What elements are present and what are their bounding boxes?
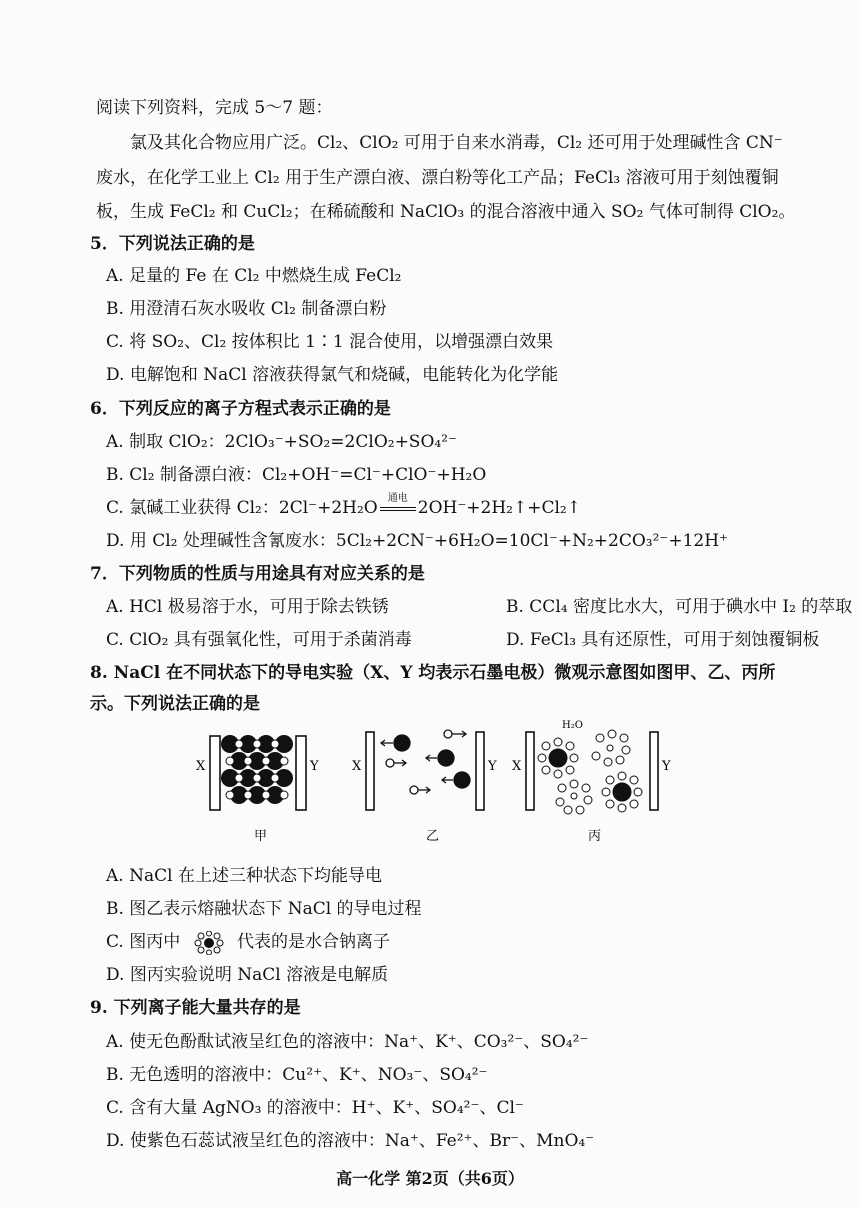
electrode-y (650, 732, 658, 810)
electrode-x-label: X (196, 759, 206, 774)
electrode-y-label: Y (310, 759, 319, 774)
q6-c-left: C. 氯碱工业获得 Cl₂：2Cl⁻+2H₂O (106, 498, 378, 518)
hydrated-ion (602, 772, 642, 812)
q7-stem: 7．下列物质的性质与用途具有对应关系的是 (90, 564, 425, 584)
q7-option-c: C. ClO₂ 具有强氧化性，可用于杀菌消毒 (106, 630, 412, 650)
electrode-y (476, 732, 484, 810)
hydrated-ion (556, 780, 592, 814)
q9-stem: 9. 下列离子能大量共存的是 (90, 998, 301, 1018)
electrode-x-label: X (352, 759, 362, 774)
q8-option-d: D. 图丙实验说明 NaCl 溶液是电解质 (106, 965, 389, 985)
q7-row-2 (106, 628, 820, 652)
electrode-y (296, 736, 306, 810)
caption-jia: 甲 (254, 829, 268, 844)
hydrated-ion (592, 730, 630, 766)
electrode-y-label: Y (488, 759, 497, 774)
electrode-y-label: Y (662, 759, 671, 774)
q6-option-b: B. Cl₂ 制备漂白液：Cl₂+OH⁻=Cl⁻+ClO⁻+H₂O (106, 465, 487, 485)
q9-option-b: B. 无色透明的溶液中：Cu²⁺、K⁺、NO₃⁻、SO₄²⁻ (106, 1065, 488, 1085)
figure-jia (196, 735, 319, 844)
q6-stem: 6．下列反应的离子方程式表示正确的是 (90, 399, 391, 419)
q8-c-pre: C. 图丙中 (106, 932, 181, 952)
figure-yi (352, 730, 497, 844)
condition-label: 通电 (387, 493, 408, 504)
q8-c-post: 代表的是水合钠离子 (237, 932, 391, 952)
q9-option-c: C. 含有大量 AgNO₃ 的溶液中：H⁺、K⁺、SO₄²⁻、Cl⁻ (106, 1098, 524, 1118)
q5-option-d: D. 电解饱和 NaCl 溶液获得氯气和烧碱，电能转化为化学能 (106, 365, 559, 385)
q8-stem-1: 8. NaCl 在不同状态下的导电实验（X、Y 均表示石墨电极）微观示意图如图甲、乙、丙所 (90, 663, 776, 683)
electrode-x (526, 732, 534, 810)
hydrated-ion (538, 738, 578, 778)
q8-option-c (106, 930, 390, 955)
intro-line-2: 废水，在化学工业上 Cl₂ 用于生产漂白液、漂白粉等化工产品；FeCl₃ 溶液可用于刻蚀覆铜 (96, 168, 779, 188)
hydrated-ion-icon (192, 931, 226, 955)
q7-option-b: B. CCl₄ 密度比水大，可用于碘水中 I₂ 的萃取 (506, 597, 853, 617)
figure-bing (512, 720, 671, 844)
nacl-crystal-lattice (221, 735, 293, 804)
q5-stem: 5．下列说法正确的是 (90, 234, 255, 254)
q5-option-a: A. 足量的 Fe 在 Cl₂ 中燃烧生成 FeCl₂ (106, 266, 402, 286)
q7-option-d: D. FeCl₃ 具有还原性，可用于刻蚀覆铜板 (506, 630, 820, 650)
water-label: H₂O (562, 720, 583, 731)
electrode-x (366, 732, 374, 810)
q6-c-right: 2OH⁻+2H₂↑+Cl₂↑ (417, 498, 581, 518)
q9-option-d: D. 使紫色石蕊试液呈红色的溶液中：Na⁺、Fe²⁺、Br⁻、MnO₄⁻ (106, 1131, 595, 1151)
q6-option-d: D. 用 Cl₂ 处理碱性含氰废水：5Cl₂+2CN⁻+6H₂O=10Cl⁻+N₂+2CO₃²⁻+12H⁺ (106, 531, 729, 551)
page-footer: 高一化学 第2页（共6页） (336, 1169, 524, 1188)
q8-stem-2: 示。下列说法正确的是 (90, 694, 260, 714)
q5-option-b: B. 用澄清石灰水吸收 Cl₂ 制备漂白粉 (106, 299, 387, 319)
intro-heading: 阅读下列资料，完成 5～7 题： (96, 98, 333, 118)
equals-arrow (380, 507, 416, 511)
q7-option-a: A. HCl 极易溶于水，可用于除去铁锈 (106, 597, 389, 617)
q6-option-c (106, 493, 581, 520)
electrode-x (210, 736, 220, 810)
q5-option-c: C. 将 SO₂、Cl₂ 按体积比 1∶1 混合使用，以增强漂白效果 (106, 332, 554, 352)
q8-option-b: B. 图乙表示熔融状态下 NaCl 的导电过程 (106, 899, 422, 919)
reaction-condition-arrow (378, 493, 418, 520)
caption-yi: 乙 (426, 829, 440, 844)
q8-option-a: A. NaCl 在上述三种状态下均能导电 (106, 866, 382, 886)
q6-option-a: A. 制取 ClO₂：2ClO₃⁻+SO₂=2ClO₂+SO₄²⁻ (106, 432, 457, 452)
intro-line-1: 氯及其化合物应用广泛。Cl₂、ClO₂ 可用于自来水消毒，Cl₂ 还可用于处理碱性含 CN⁻ (130, 133, 783, 153)
conduction-figure (190, 714, 690, 859)
q9-option-a: A. 使无色酚酞试液呈红色的溶液中：Na⁺、K⁺、CO₃²⁻、SO₄²⁻ (106, 1032, 589, 1052)
caption-bing: 丙 (588, 829, 602, 844)
q7-row-1 (106, 595, 853, 619)
electrode-x-label: X (512, 759, 522, 774)
intro-line-3: 板，生成 FeCl₂ 和 CuCl₂；在稀硫酸和 NaClO₃ 的混合溶液中通入 SO₂ 气体可制得 ClO₂。 (96, 202, 796, 222)
